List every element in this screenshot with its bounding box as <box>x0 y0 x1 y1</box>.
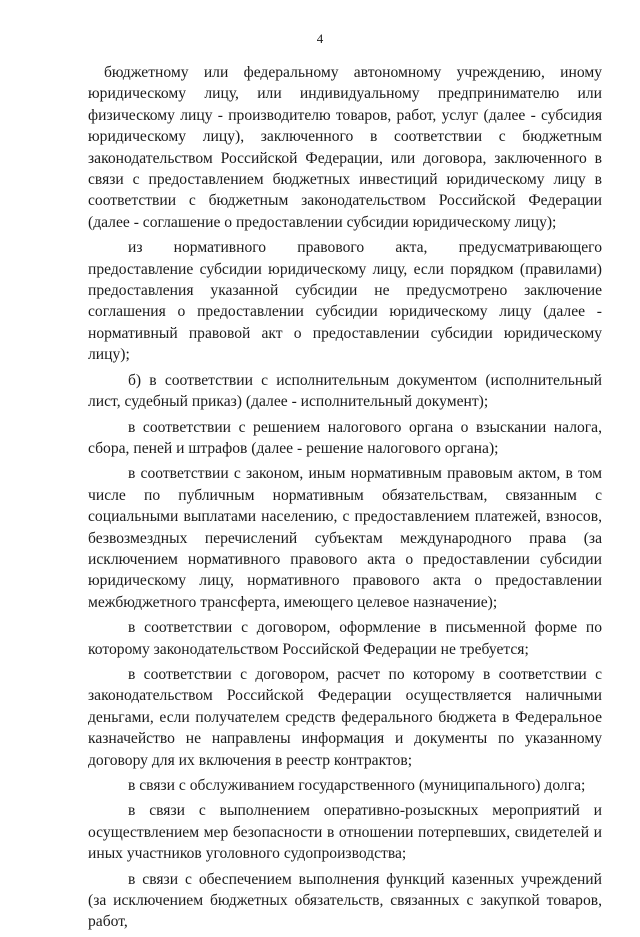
page-number: 4 <box>316 31 324 46</box>
paragraph: в связи с выполнением оперативно-розыскных мероприятий и осуществлением мер безопасности в отношении потерпевших, свидетелей и иных участников уголовного судопроизводства; <box>88 802 602 863</box>
document-body <box>88 62 602 937</box>
paragraph: б) в соответствии с исполнительным документом (исполнительный лист, судебный приказ) (далее - исполнительный документ); <box>88 371 602 411</box>
paragraph: в связи с обслуживанием государственного (муниципального) долга; <box>128 777 586 794</box>
paragraph: в соответствии с договором, оформление в письменной форме по которому законодательством Российской Федерации не требуется; <box>88 619 602 658</box>
paragraph: в соответствии с законом, иным нормативным правовым актом, в том числе по публичным нормативным обязательствам, связанным с социальными выплатами населению, с предоставлением платежей, взносов, безвозмездных перечислений субъектам международного права (за исключением нормативного правового акта о предоставлении субсидии юридическому лицу, нормативного правового акта о предоставлении межбюджетного трансферта, имеющего целевое назначение); <box>88 465 602 611</box>
paragraph: в соответствии с договором, расчет по которому в соответствии с законодательством Российской Федерации осуществляется наличными деньгами, если получателем средств федерального бюджета в Федеральное казначейство не направлены информация и документы по указанному договору для их включения в реестр контрактов; <box>88 665 602 769</box>
paragraph-continuation: бюджетному или федеральному автономному учреждению, иному юридическому лицу, или индивидуальному предпринимателю или физическому лицу - производителю товаров, работ, услуг (далее - субсидия юридическому лицу), заключенного в соответствии с бюджетным законодательством Российской Федерации, или договора, заключенного в связи с предоставлением бюджетных инвестиций юридическому лицу в соответствии с бюджетным законодательством Российской Федерации (далее - соглашение о предоставлении субсидии юридическому лицу); <box>88 64 602 231</box>
paragraph: в соответствии с решением налогового органа о взыскании налога, сбора, пеней и штрафов (далее - решение налогового органа); <box>88 418 602 457</box>
paragraph: из нормативного правового акта, предусматривающего предоставление субсидии юридическому лицу, если порядком (правилами) предоставления указанной субсидии не предусмотрено заключение соглашения о предоставлении субсидии юридическому лицу (далее - нормативный правовой акт о предоставлении субсидии юридическому лицу); <box>88 239 602 364</box>
paragraph: в связи с обеспечением выполнения функций казенных учреждений (за исключением бюджетных обязательств, связанных с закупкой товаров, работ, <box>88 870 602 931</box>
